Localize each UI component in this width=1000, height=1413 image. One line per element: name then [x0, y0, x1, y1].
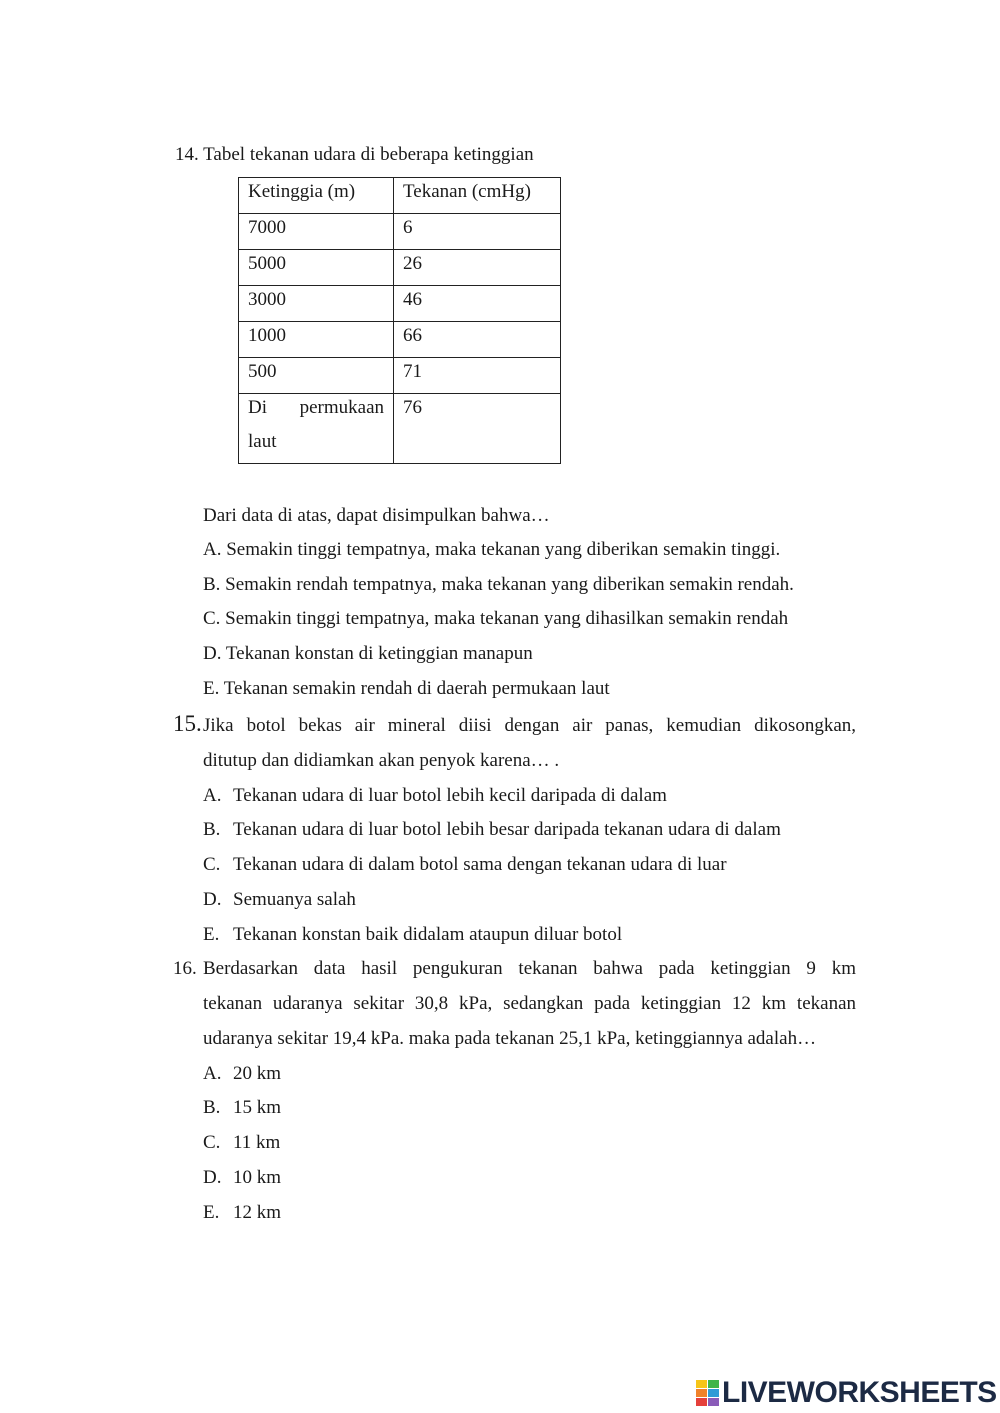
q16-stem-line3: udaranya sekitar 19,4 kPa. maka pada tekanan 25,1 kPa, ketinggiannya adalah…: [203, 1028, 817, 1049]
table-cell-altitude-wrap: [239, 394, 394, 464]
q16-option-d: [203, 1166, 281, 1190]
q14-title: 14. Tabel tekanan udara di beberapa ketinggian: [175, 144, 534, 165]
option-text: Tekanan konstan baik didalam ataupun diluar botol: [233, 924, 623, 945]
option-letter: E.: [203, 1202, 220, 1223]
option-text: Tekanan udara di dalam botol sama dengan tekanan udara di luar: [233, 854, 727, 875]
option-letter: B.: [203, 1097, 221, 1118]
table-row: [239, 286, 561, 322]
option-text: 11 km: [233, 1132, 281, 1153]
table-cell-pressure: 46: [394, 286, 561, 322]
q14-stem: Dari data di atas, dapat disimpulkan bahwa…: [203, 505, 550, 526]
pressure-table: [238, 177, 561, 464]
table-cell-altitude: 5000: [239, 250, 394, 286]
table-header-altitude: Ketinggia (m): [239, 178, 394, 214]
q16-stem-line2: tekanan udaranya sekitar 30,8 kPa, sedangkan pada ketinggian 12 km tekanan: [203, 993, 856, 1014]
option-text: Semuanya salah: [233, 889, 356, 910]
option-text: 12 km: [233, 1202, 282, 1223]
table-cell-altitude: 7000: [239, 214, 394, 250]
q15-stem-line2: ditutup dan didiamkan akan penyok karena… .: [203, 750, 560, 771]
table-row: [239, 214, 561, 250]
option-text: 10 km: [233, 1167, 282, 1188]
q15-option-c: [203, 853, 727, 877]
table-cell-altitude: 1000: [239, 322, 394, 358]
table-row: [239, 322, 561, 358]
q15-option-b: [203, 818, 781, 842]
table-cell-pressure: 66: [394, 322, 561, 358]
option-letter: D.: [203, 1167, 222, 1188]
q15-option-a: [203, 784, 667, 808]
table-header-row: [239, 178, 561, 214]
q16-number: 16.: [173, 958, 197, 979]
option-text: Tekanan udara di luar botol lebih kecil daripada di dalam: [233, 785, 667, 806]
liveworksheets-icon: [696, 1380, 718, 1406]
q15-option-e: [203, 923, 622, 947]
option-letter: C.: [203, 854, 221, 875]
table-header-pressure: Tekanan (cmHg): [394, 178, 561, 214]
q16-option-c: [203, 1131, 280, 1155]
liveworksheets-wordmark: LIVEWORKSHEETS: [722, 1376, 997, 1409]
table-cell-altitude: Di permukaan laut: [248, 397, 384, 452]
option-letter: A.: [203, 1063, 222, 1084]
q14-option-c: C. Semakin tinggi tempatnya, maka tekanan yang dihasilkan semakin rendah: [203, 608, 789, 629]
table-row: [239, 394, 561, 464]
option-text: 20 km: [233, 1063, 282, 1084]
option-letter: A.: [203, 785, 222, 806]
q15-number: 15.: [173, 711, 202, 736]
q14-option-d: D. Tekanan konstan di ketinggian manapun: [203, 643, 533, 664]
option-letter: C.: [203, 1132, 221, 1153]
option-letter: D.: [203, 889, 222, 910]
table-row: [239, 358, 561, 394]
option-text: Tekanan udara di luar botol lebih besar daripada tekanan udara di dalam: [233, 819, 781, 840]
q15-stem-line1: Jika botol bekas air mineral diisi dengan air panas, kemudian dikosongkan,: [203, 715, 856, 736]
table-cell-altitude: 3000: [239, 286, 394, 322]
option-text: 15 km: [233, 1097, 282, 1118]
q16-option-a: [203, 1062, 281, 1086]
q14-option-a: A. Semakin tinggi tempatnya, maka tekanan yang diberikan semakin tinggi.: [203, 539, 781, 560]
table-cell-pressure: 76: [394, 394, 561, 464]
q14-option-b: B. Semakin rendah tempatnya, maka tekanan yang diberikan semakin rendah.: [203, 574, 794, 595]
table-cell-pressure: 71: [394, 358, 561, 394]
table-cell-altitude: 500: [239, 358, 394, 394]
q16-option-b: [203, 1096, 281, 1120]
liveworksheets-logo: [696, 1378, 997, 1408]
q14-option-e: E. Tekanan semakin rendah di daerah permukaan laut: [203, 678, 610, 699]
table-cell-pressure: 26: [394, 250, 561, 286]
option-letter: B.: [203, 819, 221, 840]
q15-option-d: [203, 888, 356, 912]
table-cell-pressure: 6: [394, 214, 561, 250]
table-row: [239, 250, 561, 286]
q16-option-e: [203, 1201, 281, 1225]
q16-stem-line1: Berdasarkan data hasil pengukuran tekanan bahwa pada ketinggian 9 km: [203, 958, 856, 979]
option-letter: E.: [203, 924, 220, 945]
